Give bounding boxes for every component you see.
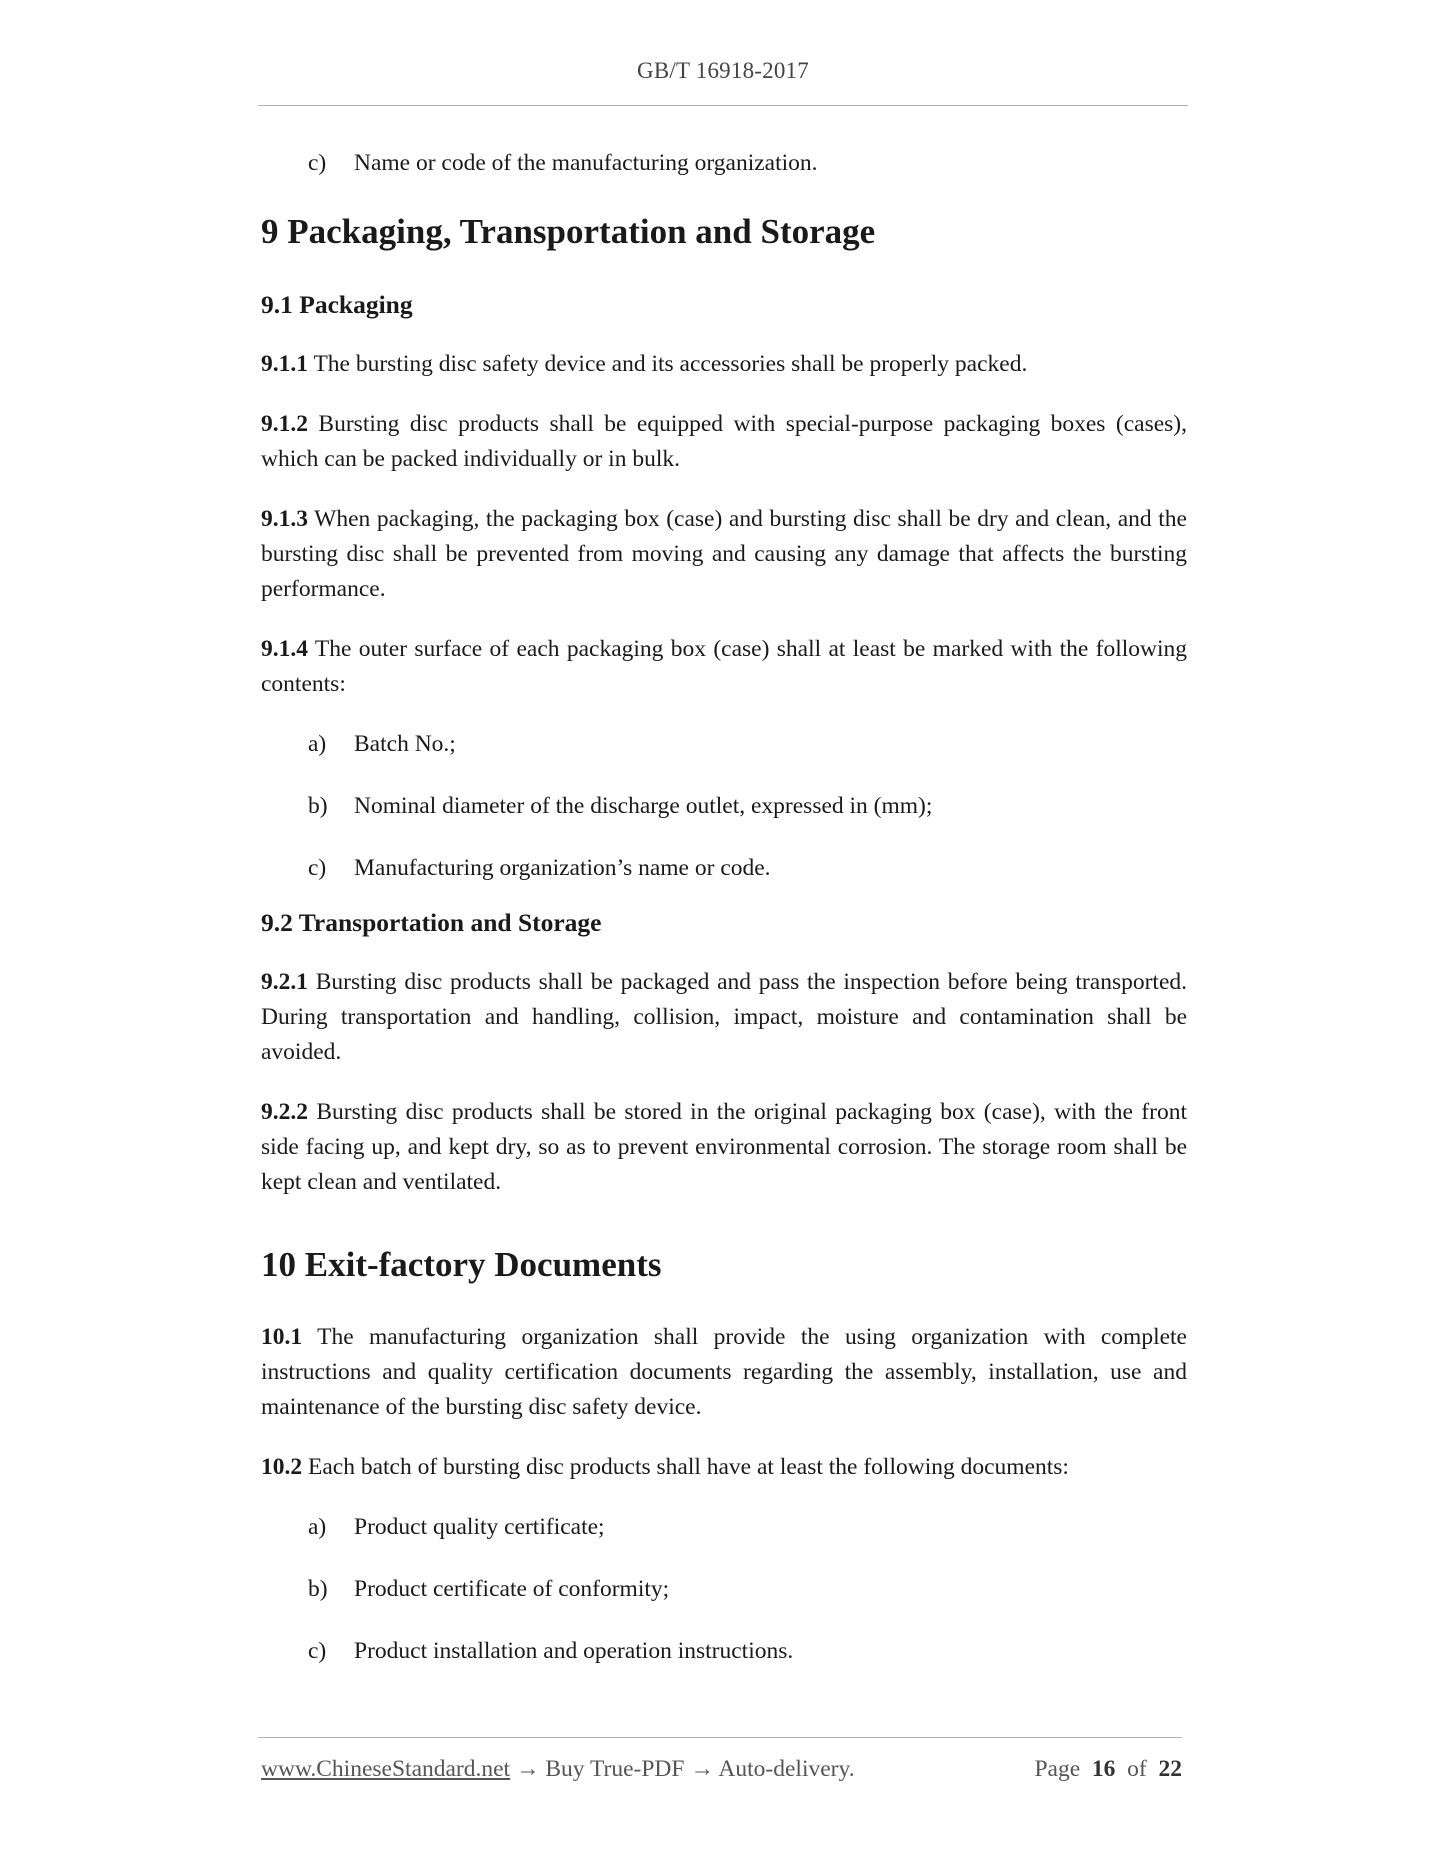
- list-item: [261, 1634, 1187, 1669]
- clause-text: Bursting disc products shall be equipped with special-purpose packaging boxes (cases), which can be packed individually or in bulk.: [261, 411, 1187, 472]
- page-footer: [261, 1756, 1182, 1783]
- section-9-2-heading: 9.2 Transportation and Storage: [261, 908, 602, 937]
- list-marker: c): [308, 150, 327, 176]
- clause-number: 9.2.1: [261, 969, 308, 995]
- list-item: [261, 1510, 1187, 1545]
- clause-number: 9.1.1: [261, 351, 308, 377]
- clause-text: When packaging, the packaging box (case) and bursting disc shall be dry and clean, and the bursting disc shall be prevented from moving and causing any damage that affects the bursting performance.: [261, 506, 1187, 602]
- list-text: Product certificate of conformity;: [354, 1576, 670, 1602]
- clause-10-1: [261, 1320, 1187, 1425]
- clause-9-1-2: [261, 407, 1187, 477]
- list-marker: a): [308, 1514, 327, 1540]
- of-label: of: [1127, 1756, 1147, 1782]
- list-text: Product installation and operation instructions.: [354, 1638, 794, 1664]
- list-item: [261, 727, 1187, 762]
- list-item: [261, 1572, 1187, 1607]
- clause-10-2: [261, 1450, 1187, 1485]
- list-marker: c): [308, 855, 327, 881]
- clause-9-1-1: [261, 347, 1187, 382]
- section-10-heading: 10 Exit-factory Documents: [261, 1245, 662, 1284]
- header-divider: [258, 105, 1188, 106]
- clause-number: 9.1.3: [261, 506, 308, 532]
- page-indicator: [1034, 1756, 1182, 1783]
- clause-9-1-4: [261, 632, 1187, 702]
- page-header-title: GB/T 16918-2017: [637, 58, 809, 83]
- auto-delivery-text: Auto-delivery.: [718, 1756, 855, 1782]
- list-item: [261, 789, 1187, 824]
- list-marker: c): [308, 1638, 327, 1664]
- site-link[interactable]: www.ChineseStandard.net: [261, 1756, 511, 1782]
- clause-number: 10.1: [261, 1324, 303, 1350]
- section-9-1-heading: 9.1 Packaging: [261, 290, 413, 319]
- clause-text: The bursting disc safety device and its accessories shall be properly packed.: [308, 351, 1028, 377]
- clause-9-2-2: [261, 1095, 1187, 1200]
- arrow-icon: →: [515, 1756, 540, 1782]
- section-9-heading: 9 Packaging, Transportation and Storage: [261, 212, 876, 251]
- clause-text: Bursting disc products shall be packaged and pass the inspection before being transported. During transportation and handling, collision, impact, moisture and contamination shall be avoided.: [261, 969, 1187, 1065]
- clause-text: The outer surface of each packaging box (case) shall at least be marked with the following contents:: [261, 636, 1187, 697]
- document-body: [261, 146, 1187, 1696]
- list-text: Nominal diameter of the discharge outlet, expressed in (mm);: [354, 793, 933, 819]
- clause-text: The manufacturing organization shall provide the using organization with complete instructions and quality certification documents regarding the assembly, installation, use and maintenance of the bursting disc safety device.: [261, 1324, 1187, 1420]
- list-item: [261, 146, 1187, 181]
- list-text: Name or code of the manufacturing organization.: [354, 150, 818, 176]
- list-item: [261, 851, 1187, 886]
- footer-divider: [258, 1737, 1182, 1738]
- footer-promo: [261, 1756, 855, 1783]
- list-marker: a): [308, 731, 327, 757]
- page-number: 16: [1091, 1756, 1116, 1782]
- list-marker: b): [308, 793, 328, 819]
- clause-text: Each batch of bursting disc products shall have at least the following documents:: [302, 1454, 1069, 1480]
- clause-number: 9.1.4: [261, 636, 308, 662]
- page-label: Page: [1034, 1756, 1081, 1782]
- clause-9-1-3: [261, 502, 1187, 607]
- clause-9-2-1: [261, 965, 1187, 1070]
- arrow-icon: →: [690, 1756, 714, 1782]
- page-total: 22: [1158, 1756, 1182, 1782]
- list-text: Product quality certificate;: [354, 1514, 605, 1540]
- clause-number: 9.2.2: [261, 1099, 308, 1125]
- clause-number: 10.2: [261, 1454, 303, 1480]
- list-text: Manufacturing organization’s name or code.: [354, 855, 771, 881]
- clause-text: Bursting disc products shall be stored in the original packaging box (case), with the front side facing up, and kept dry, so as to prevent environmental corrosion. The storage room shall be kept clean and ventilated.: [261, 1099, 1187, 1195]
- list-text: Batch No.;: [354, 731, 456, 757]
- clause-number: 9.1.2: [261, 411, 308, 437]
- buy-pdf-text: Buy True-PDF: [545, 1756, 685, 1782]
- list-marker: b): [308, 1576, 328, 1602]
